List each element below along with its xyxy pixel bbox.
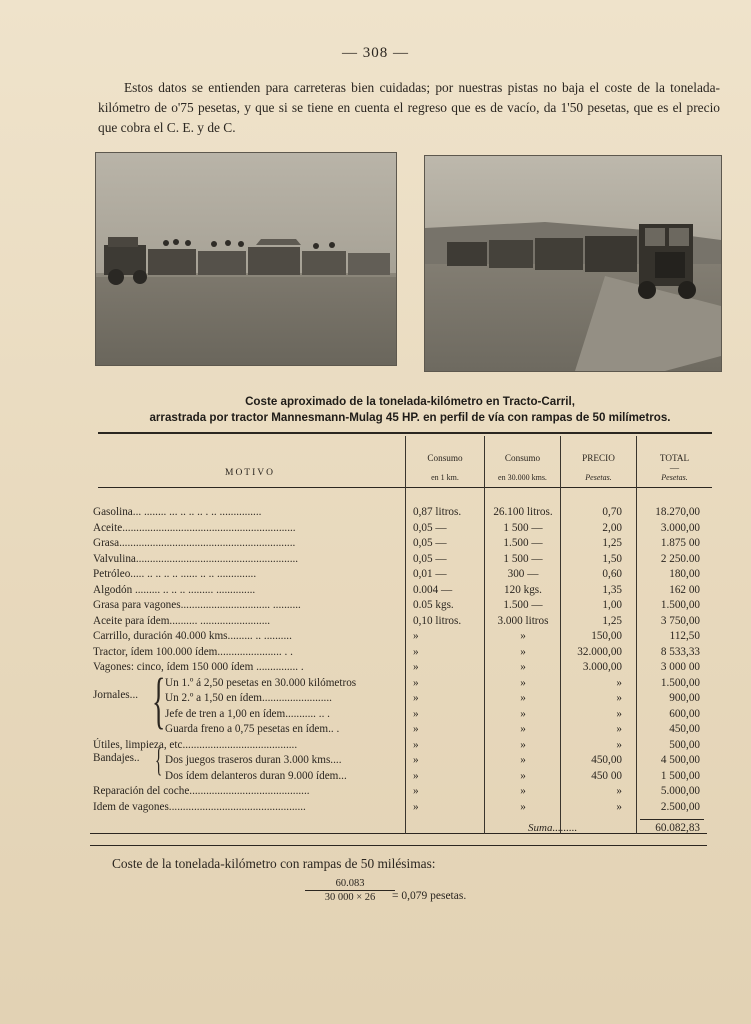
row-consumo-km: » bbox=[413, 739, 419, 751]
row-precio: » bbox=[616, 723, 622, 735]
photo-tractor-train-right bbox=[424, 155, 722, 372]
row-total: 162 00 bbox=[669, 584, 700, 596]
row-consumo-km: » bbox=[413, 801, 419, 813]
table-end-rule bbox=[90, 845, 707, 846]
row-motivo: Útiles, limpieza, etc......................................... bbox=[93, 739, 298, 751]
row-precio: 1,00 bbox=[602, 599, 622, 611]
header-consumo-30000-label: Consumo bbox=[504, 453, 541, 463]
row-consumo-30000: 1 500 — bbox=[503, 522, 543, 534]
row-total: 500,00 bbox=[669, 739, 700, 751]
row-consumo-30000: » bbox=[520, 630, 526, 642]
suma-rule bbox=[640, 819, 704, 820]
suma-label: Suma......... bbox=[528, 822, 578, 834]
row-consumo-30000: 3.000 litros bbox=[497, 615, 549, 627]
row-precio: 150,00 bbox=[591, 630, 622, 642]
row-consumo-30000: » bbox=[520, 661, 526, 673]
row-consumo-km: » bbox=[413, 630, 419, 642]
row-consumo-km: 0.004 — bbox=[413, 584, 453, 596]
group-label-jornales: Jornales... bbox=[93, 689, 139, 701]
table-bottom-rule bbox=[90, 833, 707, 834]
row-motivo: Reparación del coche........................................... bbox=[93, 785, 310, 797]
row-motivo: Dos juegos traseros duran 3.000 kms.... bbox=[165, 754, 342, 766]
row-consumo-km: 0.05 kgs. bbox=[413, 599, 454, 611]
row-motivo: Vagones: cinco, ídem 150 000 ídem ............... . bbox=[93, 661, 304, 673]
column-divider bbox=[405, 436, 406, 834]
row-precio: 3.000,00 bbox=[582, 661, 622, 673]
row-total: 3.000,00 bbox=[660, 522, 700, 534]
brace-jornales: { bbox=[152, 667, 166, 735]
row-precio: » bbox=[616, 677, 622, 689]
header-consumo-km-label: Consumo bbox=[427, 453, 463, 463]
row-precio: 32.000,00 bbox=[577, 646, 622, 658]
row-precio: 0,70 bbox=[602, 506, 622, 518]
row-consumo-km: » bbox=[413, 770, 419, 782]
fraction-numerator: 60.083 bbox=[305, 878, 395, 891]
row-consumo-30000: » bbox=[520, 785, 526, 797]
row-consumo-30000: » bbox=[520, 770, 526, 782]
header-total-dash: — bbox=[669, 463, 680, 473]
row-consumo-30000: 1.500 — bbox=[503, 537, 543, 549]
photo-tractor-train-left bbox=[95, 152, 397, 366]
row-precio: 1,25 bbox=[602, 615, 622, 627]
row-total: 450,00 bbox=[669, 723, 700, 735]
row-precio: 1,35 bbox=[602, 584, 622, 596]
row-consumo-km: » bbox=[413, 723, 419, 735]
row-precio: » bbox=[616, 692, 622, 704]
row-total: 8 533,33 bbox=[660, 646, 700, 658]
header-consumo-km bbox=[406, 452, 484, 484]
group-label-bandajes: Bandajes.. bbox=[93, 752, 140, 764]
row-consumo-km: » bbox=[413, 661, 419, 673]
brace-bandajes: { bbox=[155, 742, 163, 779]
row-consumo-30000: » bbox=[520, 677, 526, 689]
row-consumo-km: » bbox=[413, 785, 419, 797]
row-precio: 1,25 bbox=[602, 537, 622, 549]
row-consumo-km: 0,05 — bbox=[413, 537, 447, 549]
row-total: 3 000 00 bbox=[660, 661, 700, 673]
header-precio-sub: Pesetas. bbox=[585, 473, 612, 482]
row-motivo: Grasa para vagones................................ .......... bbox=[93, 599, 301, 611]
row-total: 600,00 bbox=[669, 708, 700, 720]
header-consumo-km-sub: en 1 km. bbox=[431, 473, 459, 482]
row-motivo: Jefe de tren a 1,00 en ídem........... .. . bbox=[165, 708, 330, 720]
row-consumo-km: 0,05 — bbox=[413, 522, 447, 534]
suma-total: 60.082,83 bbox=[655, 822, 700, 834]
row-precio: » bbox=[616, 708, 622, 720]
row-consumo-km: 0,05 — bbox=[413, 553, 447, 565]
table-caption-line-2: arrastrada por tractor Mannesmann-Mulag 45 HP. en perfil de vía con rampas de 50 milímetros. bbox=[149, 411, 671, 424]
row-motivo: Valvulina.......................................................... bbox=[93, 553, 299, 565]
row-consumo-30000: 300 — bbox=[507, 568, 539, 580]
page-number: — 308 — bbox=[342, 45, 409, 61]
row-precio: 450 00 bbox=[591, 770, 622, 782]
table-caption-line-1: Coste aproximado de la tonelada-kilómetro en Tracto-Carril, bbox=[245, 395, 575, 408]
row-motivo: Carrillo, duración 40.000 kms......... .. .......... bbox=[93, 630, 292, 642]
row-motivo: Gasolina... ........ ... .. .. .. . .. ............... bbox=[93, 506, 262, 518]
closing-text: Coste de la tonelada-kilómetro con rampas de 50 milésimas: bbox=[112, 856, 436, 871]
row-consumo-30000: » bbox=[520, 739, 526, 751]
column-divider bbox=[636, 436, 637, 834]
row-motivo: Dos ídem delanteros duran 9.000 ídem... bbox=[165, 770, 347, 782]
row-consumo-30000: 120 kgs. bbox=[504, 584, 542, 596]
row-consumo-30000: 26.100 litros. bbox=[493, 506, 553, 518]
row-precio: 0,60 bbox=[602, 568, 622, 580]
row-motivo: Petróleo..... .. .. .. .. ...... .. .. .............. bbox=[93, 568, 257, 580]
cost-fraction bbox=[305, 878, 395, 903]
row-consumo-km: 0,01 — bbox=[413, 568, 447, 580]
row-total: 180,00 bbox=[669, 568, 700, 580]
row-precio: 2,00 bbox=[602, 522, 622, 534]
row-total: 4 500,00 bbox=[660, 754, 700, 766]
row-precio: » bbox=[616, 801, 622, 813]
intro-paragraph: Estos datos se entienden para carreteras bien cuidadas; por nuestras pistas no baja el coste de la tonelada-kilómetro de o'75 pesetas, y que si se tiene en cuenta el regreso que es de vacío, da 1'50 pesetas, que es el precio que cobra el C. E. y de C. bbox=[98, 80, 720, 135]
row-total: 18.270,00 bbox=[655, 506, 700, 518]
row-motivo: Grasa............................................................... bbox=[93, 537, 296, 549]
row-consumo-30000: » bbox=[520, 646, 526, 658]
header-total-sub: Pesetas. bbox=[661, 473, 688, 482]
row-consumo-30000: » bbox=[520, 801, 526, 813]
header-motivo: MOTIVO bbox=[225, 468, 275, 478]
row-total: 1.500,00 bbox=[660, 599, 700, 611]
row-total: 1 500,00 bbox=[660, 770, 700, 782]
row-total: 1.500,00 bbox=[660, 677, 700, 689]
row-total: 1.875 00 bbox=[660, 537, 700, 549]
row-consumo-km: 0,87 litros. bbox=[413, 506, 462, 518]
row-precio: 450,00 bbox=[591, 754, 622, 766]
row-motivo: Un 1.º á 2,50 pesetas en 30.000 kilómetros bbox=[165, 677, 357, 689]
row-motivo: Aceite para ídem.......... ......................... bbox=[93, 615, 271, 627]
header-consumo-30000-sub: en 30.000 kms. bbox=[498, 473, 547, 482]
row-total: 2 250.00 bbox=[660, 553, 700, 565]
table-top-rule bbox=[98, 432, 712, 434]
row-consumo-30000: » bbox=[520, 754, 526, 766]
row-total: 112,50 bbox=[669, 630, 700, 642]
row-precio: » bbox=[616, 785, 622, 797]
row-motivo: Un 2.º a 1,50 en ídem......................... bbox=[165, 692, 332, 704]
row-precio: » bbox=[616, 739, 622, 751]
row-motivo: Idem de vagones................................................. bbox=[93, 801, 306, 813]
row-motivo: Algodón ......... .. .. .. ......... .............. bbox=[93, 584, 256, 596]
row-consumo-30000: » bbox=[520, 723, 526, 735]
row-consumo-km: 0,10 litros. bbox=[413, 615, 462, 627]
row-total: 900,00 bbox=[669, 692, 700, 704]
row-consumo-km: » bbox=[413, 754, 419, 766]
row-consumo-km: » bbox=[413, 646, 419, 658]
row-motivo: Guarda freno a 0,75 pesetas en ídem.. . bbox=[165, 723, 340, 735]
row-consumo-30000: » bbox=[520, 692, 526, 704]
header-precio-label: PRECIO bbox=[582, 453, 615, 463]
row-total: 5.000,00 bbox=[660, 785, 700, 797]
row-total: 2.500,00 bbox=[660, 801, 700, 813]
fraction-result: = 0,079 pesetas. bbox=[392, 890, 467, 902]
column-divider bbox=[560, 436, 561, 834]
row-consumo-km: » bbox=[413, 677, 419, 689]
header-total bbox=[637, 452, 712, 484]
row-motivo: Aceite.............................................................. bbox=[93, 522, 296, 534]
row-consumo-km: » bbox=[413, 708, 419, 720]
row-consumo-30000: » bbox=[520, 708, 526, 720]
header-precio bbox=[561, 452, 636, 484]
header-total-label: TOTAL bbox=[659, 453, 690, 463]
header-consumo-30000 bbox=[485, 452, 560, 484]
row-consumo-30000: 1 500 — bbox=[503, 553, 543, 565]
row-motivo: Tractor, ídem 100.000 ídem....................... . . bbox=[93, 646, 293, 658]
row-consumo-30000: 1.500 — bbox=[503, 599, 543, 611]
row-consumo-km: » bbox=[413, 692, 419, 704]
fraction-denominator: 30 000 × 26 bbox=[324, 892, 376, 903]
row-precio: 1,50 bbox=[602, 553, 622, 565]
row-total: 3 750,00 bbox=[660, 615, 700, 627]
